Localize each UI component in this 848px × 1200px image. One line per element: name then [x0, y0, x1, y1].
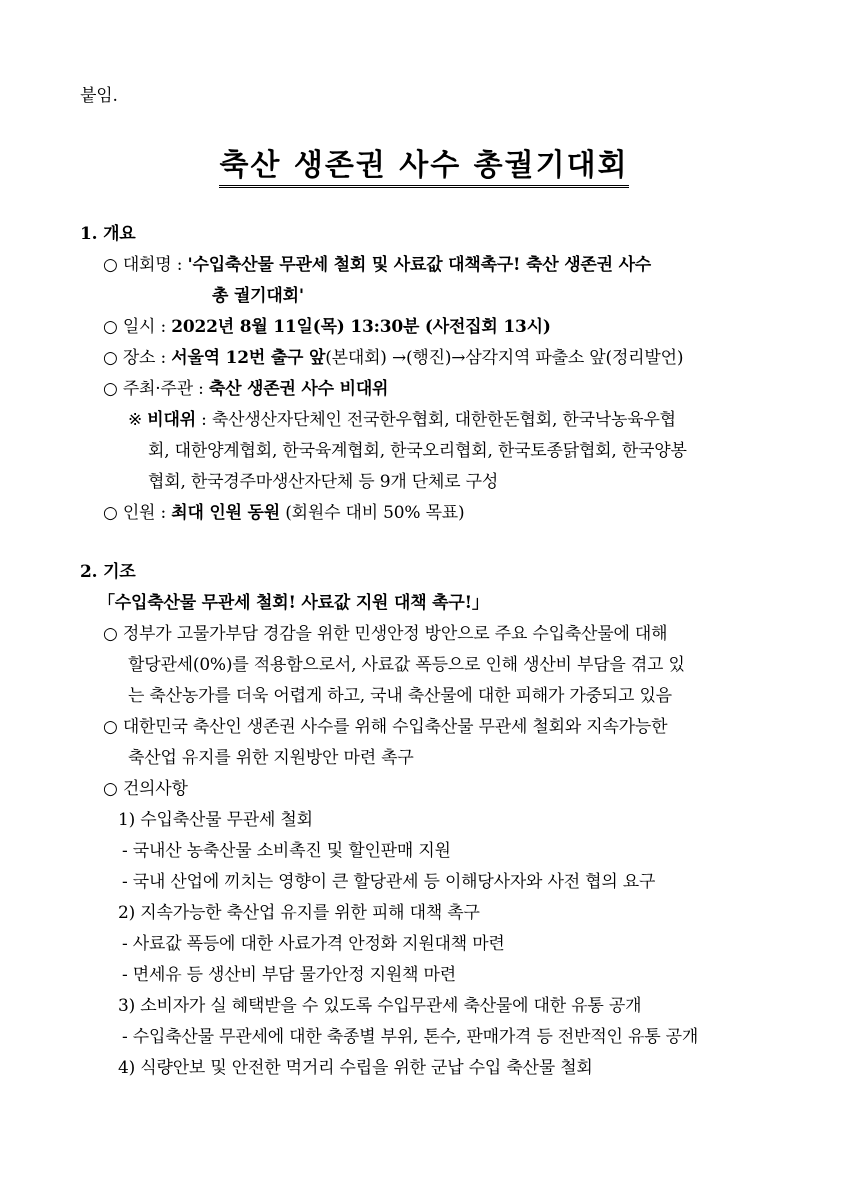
document-title: 축산 생존권 사수 총궐기대회: [0, 140, 848, 184]
people-row: [103, 501, 464, 525]
list-subitem: - 국내 산업에 끼치는 영향이 큰 할당관세 등 이해당사자와 사전 협의 요구: [122, 872, 656, 892]
place-label: ○ 장소 :: [103, 348, 167, 368]
host-row: [103, 377, 388, 401]
paragraph2-line2: 축산업 유지를 위한 지원방안 마련 촉구: [128, 748, 414, 768]
committee-label: 비대위: [147, 410, 196, 430]
date-row: [103, 315, 551, 339]
list-item: 3) 소비자가 실 혜택받을 수 있도록 수입무관세 축산물에 대한 유통 공개: [118, 996, 642, 1016]
committee-cont-1: 회, 대한양계협회, 한국육계협회, 한국오리협회, 한국토종닭협회, 한국양봉: [148, 441, 687, 461]
rally-name-value: '수입축산물 무관세 철회 및 사료값 대책촉구! 축산 생존권 사수: [187, 255, 652, 275]
committee-row: [128, 408, 676, 432]
place-value-main: 서울역 12번 출구 앞: [171, 348, 326, 368]
paragraph1-line1: ○ 정부가 고물가부담 경감을 위한 민생안정 방안으로 주요 수입축산물에 대해: [103, 624, 668, 644]
place-row: [103, 346, 683, 370]
list-subitem: - 수입축산물 무관세에 대한 축종별 부위, 톤수, 판매가격 등 전반적인 유통 공개: [122, 1027, 699, 1047]
rally-name-row: [103, 253, 651, 277]
section2-heading: 2. 기조: [80, 562, 136, 582]
host-label: ○ 주최·주관 :: [103, 379, 204, 399]
attachment-label: 붙임.: [80, 86, 118, 106]
list-item: 1) 수입축산물 무관세 철회: [118, 810, 313, 830]
slogan: 「수입축산물 무관세 철회! 사료값 지원 대책 촉구!」: [98, 593, 489, 613]
paragraph1-line2: 할당관세(0%)를 적용함으로서, 사료값 폭등으로 인해 생산비 부담을 겪고 있: [128, 655, 685, 675]
host-value: 축산 생존권 사수 비대위: [208, 379, 389, 399]
place-value-rest: (본대회) →(행진)→삼각지역 파출소 앞(정리발언): [325, 348, 684, 368]
committee-text: : 축산생산자단체인 전국한우협회, 대한한돈협회, 한국낙농육우협: [201, 410, 676, 430]
date-value: 2022년 8월 11일(목) 13:30분 (사전집회 13시): [171, 317, 551, 337]
section1-heading: 1. 개요: [80, 224, 136, 244]
people-value-rest: (회원수 대비 50% 목표): [285, 503, 465, 523]
list-subitem: - 사료값 폭등에 대한 사료가격 안정화 지원대책 마련: [122, 934, 505, 954]
list-item: 2) 지속가능한 축산업 유지를 위한 피해 대책 촉구: [118, 903, 480, 923]
people-label: ○ 인원 :: [103, 503, 167, 523]
rally-name-label: ○ 대회명 :: [103, 255, 183, 275]
people-value-main: 최대 인원 동원: [171, 503, 281, 523]
reference-mark: ※: [128, 410, 143, 430]
date-label: ○ 일시 :: [103, 317, 167, 337]
recommendations-heading: ○ 건의사항: [103, 779, 188, 799]
paragraph1-line3: 는 축산농가를 더욱 어렵게 하고, 국내 축산물에 대한 피해가 가중되고 있음: [128, 686, 672, 706]
list-subitem: - 국내산 농축산물 소비촉진 및 할인판매 지원: [122, 841, 451, 861]
committee-cont-2: 협회, 한국경주마생산자단체 등 9개 단체로 구성: [148, 472, 499, 492]
rally-name-cont: 총 궐기대회': [212, 286, 304, 306]
list-subitem: - 면세유 등 생산비 부담 물가안정 지원책 마련: [122, 965, 456, 985]
paragraph2-line1: ○ 대한민국 축산인 생존권 사수를 위해 수입축산물 무관세 철회와 지속가능한: [103, 717, 668, 737]
list-item: 4) 식량안보 및 안전한 먹거리 수립을 위한 군납 수입 축산물 철회: [118, 1058, 593, 1078]
